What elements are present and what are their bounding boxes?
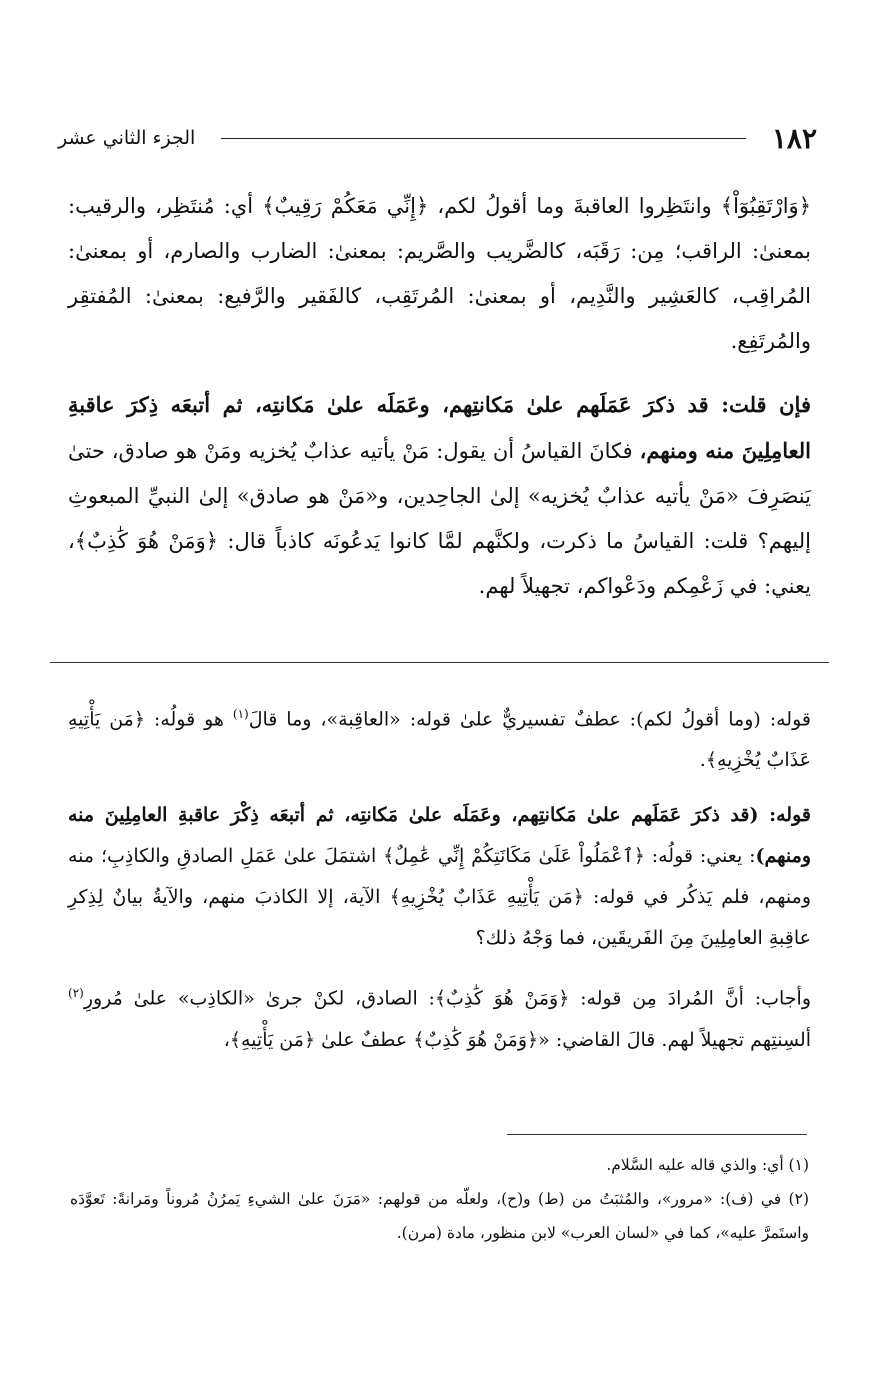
- footnotes: [70, 1148, 809, 1250]
- commentary-paragraph-2: [68, 795, 811, 959]
- commentary-1-rest: هو قولُه: ﴿مَن يَأْتِيهِ عَذَابٌ يُخْزِيهِ﴾.: [68, 708, 811, 772]
- main-text: [68, 184, 811, 627]
- commentary-3-text: وأجاب: أنَّ المُرادَ مِن قوله: ﴿وَمَنْ هُوَ كَٰذِبٌ﴾: الصادق، لكنْ جرىٰ «الكاذِب» علىٰ مُرورِ: [83, 987, 811, 1010]
- main-paragraph-1: ﴿وَارْتَقِبُوٓاْ﴾ وانتَظِروا العاقبةَ وما أقولُ لكم، ﴿إِنِّي مَعَكُمْ رَقِيبٌ﴾ أي: مُنتَظِر، والرقيب: بمعنىٰ: الراقب؛ مِن: رَقَبَه، كالضَّريب والصَّريم: بمعنىٰ: الضارب والصارم، أو بمعنىٰ: المُراقِب، كالعَشِير والنَّدِيم، أو بمعنىٰ: المُرتَقِب، كالفَقير والرَّفيع: بمعنىٰ: المُفتقِر والمُرتَفِع.: [68, 194, 811, 353]
- commentary-2-rest: : يعني: قولُه: ﴿ٱعْمَلُواْ عَلَىٰ مَكَانَتِكُمْ إِنِّي عَٰمِلٌ﴾ اشتمَلَ علىٰ عَمَلِ الصادقِ والكاذِبِ؛ منه ومنهم، فلم يَذكُر في قوله: ﴿مَن يَأْتِيهِ عَذَابٌ يُخْزِيهِ﴾ الآية، إلا الكاذبَ منهم، والآيةُ بيانٌ لِذِكرِ عاقِبةِ العامِلِينَ مِنَ الفَريقَين، فما وَجْهُ ذلك؟: [68, 845, 811, 950]
- footnote-rule: [507, 1134, 807, 1135]
- running-title: الجزء الثاني عشر: [58, 127, 196, 149]
- footnote-ref-2: (٢): [68, 986, 84, 1001]
- footnote-1: (١) أي: والذي قاله عليه السَّلام.: [606, 1156, 809, 1174]
- page-number: ١٨٢: [771, 121, 817, 155]
- commentary-paragraph-3: [68, 973, 811, 1060]
- main-paragraph-2-rest: فكانَ القياسُ أن يقول: مَنْ يأتيه عذابٌ يُخزيه ومَنْ هو صادق، حتىٰ يَنصَرِفَ «مَنْ يأتيه عذابٌ يُخزيه» إلىٰ الجاحِدين، و«مَنْ هو صادق» إلىٰ النبيِّ المبعوثِ إليهم؟ قلت: القياسُ ما ذكرت، ولكنَّهم لمَّا كانوا يَدعُونَه كاذباً قال: ﴿وَمَنْ هُوَ كَٰذِبٌ﴾، يعني: في زَعْمِكم ودَعْواكم، تجهيلاً لهم.: [68, 439, 811, 598]
- main-paragraph-2-bold: فإن قلت: قد ذكرَ عَمَلَهم علىٰ مَكانتِهم، وعَمَلَه علىٰ مَكانتِه، ثم أتبعَه ذِكرَ عاقبةِ العامِلِينَ منه ومنهم،: [68, 392, 811, 463]
- header-rule: [221, 138, 746, 139]
- commentary-3-rest: ألسِنتِهم تجهيلاً لهم. قالَ القاضي: «﴿وَمَنْ هُوَ كَٰذِبٌ﴾ عطفٌ علىٰ ﴿مَن يَأْتِيهِ﴾،: [223, 1028, 811, 1051]
- footnote-2: (٢) في (ف): «مرور»، والمُثبَتُ من (ط) و(ح)، ولعلّه من قولهم: «مَرَنَ علىٰ الشيءِ يَمرُنُ مُروناً ومَرانةً: تَعوَّدَه واستَمرَّ عليه»، كما في «لسان العرب» لابن منظور، مادة (مرن).: [70, 1190, 809, 1242]
- commentary-paragraph-1: [68, 694, 811, 781]
- commentary-2-bold: قوله: (قد ذكرَ عَمَلَهم علىٰ مَكانتِهم، وعَمَلَه علىٰ مَكانتِه، ثم أتبعَه ذِكْرَ عاقبةِ العامِلِينَ منه ومنهم): [68, 804, 811, 868]
- page-header: [58, 118, 817, 158]
- commentary: [68, 694, 811, 1075]
- section-divider: [50, 662, 829, 663]
- footnote-ref-1: (١): [232, 707, 249, 721]
- main-paragraph-2: [68, 382, 811, 609]
- commentary-1-text: قوله: (وما أقولُ لكم): عطفٌ تفسيريٌّ علىٰ قوله: «العاقِبة»، وما قالَ: [248, 708, 811, 731]
